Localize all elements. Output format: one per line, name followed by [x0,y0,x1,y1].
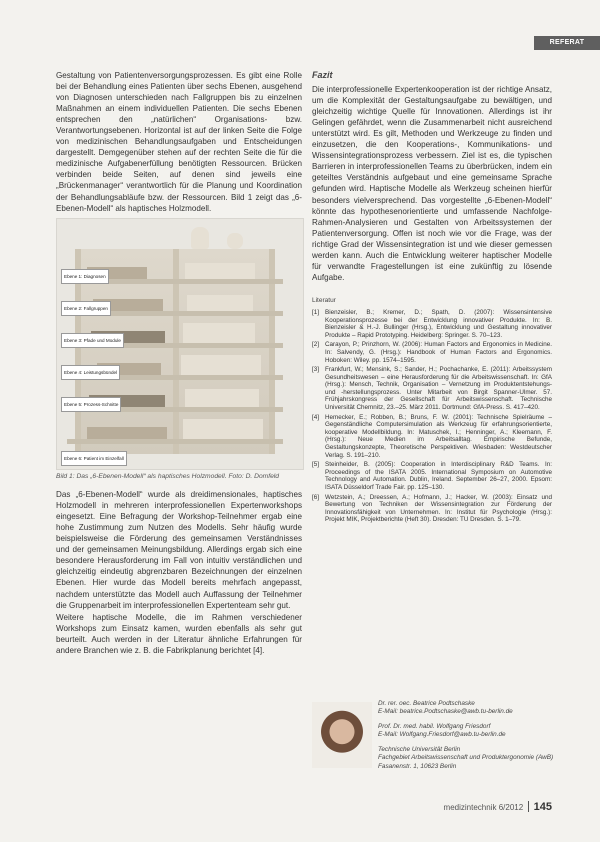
author-line: Dr. rer. oec. Beatrice Podtschaske [378,700,475,707]
author-line: Technische Universität Berlin [378,746,461,754]
figure-label: Ebene 3: Pfade und Module [61,333,124,348]
figure-label: Ebene 1: Diagnosen [61,269,109,284]
left-paragraph-2: Das „6-Ebenen-Modell“ wurde als dreidimensionales, haptisches Holzmodell in mehreren interprofessionellen Expertenworkshops eingesetzt. Eine Befragung der Workshop-Teilnehmer ergab eine hohe Zustimmung zum Nutzen des Modells. Sehr häufig wurde beispielsweise die Förderung des gemeinsamen Verständnisses und der gemeinsamen Meinungsbildung. Allerdings ergab sich eine besondere Herausforderung im Fall von intuitiv verständlichen und gleichzeitig eindeutig abgrenzbaren Bezeichnungen der einzelnen Ebenen. Hier wurde das Modell bereits mehrfach angepasst, nachdem unterstützte das Modell auch Auffassung der Teilnehmer die Gruppenarbeit im interprofessionellen Expertenteam sehr gut. [56,490,302,610]
reference-item: [2] Carayon, P.; Prinzhorn, W. (2006): Human Factors and Ergonomics in Medicine. In: Salvendy, G. (Hrsg.): Handbook of Human Factors and Ergonomics. Hoboken: Wiley. pp. 1574–1595. [312,341,552,364]
figure-label: Ebene 5: Prozess-Schnitte [61,397,121,412]
journal-issue: 6/2012 [498,803,524,812]
author-line: Prof. Dr. med. habil. Wolfgang Friesdorf [378,723,491,731]
left-paragraph-1: Gestaltung von Patientenversorgungsprozessen. Es gibt eine Rolle bei der Behandlung eines Patienten über sechs Ebenen, ausgehend von Diagnosen unterschieden nach Fallgruppen bis zu einzelnen Maßnahmen an einem individuellen Patienten. Die sechs Ebenen entsprechen den „natürlichen“ Organisations- bzw. Verantwortungsebenen. Horizontal ist auf der linken Seite die Folge von medizinischen Behandlungsaufgaben und Entscheidungen dargestellt. Demgegenüber stehen auf der rechten Seite die für die medizinische Aufgabenerfüllung benötigten Ressourcen. Brücken verbinden beide Seiten, auf denen sind jeweils eine „Brückenmanager“ verantwortlich für die Planung und Koordination der Behandlungsabläufe bzw. der Ressourcen. Bild 1 zeigt das „6-Ebenen-Modell“ als haptisches Holzmodell. [56,71,302,213]
literature-heading: Literatur [312,296,336,304]
model-block [185,263,255,279]
author-line: Fachgebiet Arbeitswissenschaft und Produktergonomie (AwB) [378,754,554,762]
fazit-paragraph: Die interprofessionelle Expertenkooperation ist der richtige Ansatz, um die Komplexität der Gestaltungsaufgabe zu bewältigen, und gleichzeitig wichtige Quelle für Innovationen. Allerdings ist ihr Gelingen gefährdet, wenn die Zusammenarbeit nicht ausreichend unterstützt wird. Es gilt, Methoden und Werkzeuge zu finden und einzusetzen, die den Kooperations-, Kommunikations- und Wissensintegrationsprozess verbessern. Ziel ist es, die typischen Barrieren in interprofessionellen Teams zu überbrücken, indem ein geteiltes Verständnis aufgebaut und eine gemeinsame Sprache gefunden wird. Haptische Modelle als Werkzeug scheinen hierfür besonders vielversprechend. Das vorgestellte „6-Ebenen-Modell“ könnte das hypothesenorientierte und umfassende Nachfolge-Rahmen-Analysieren und Gestalten von Arbeitssystemen der Patientenversorgung. Offen ist noch wie vor die Frage, was der richtige Grad der Wissensintegration ist und wie dieser gemessen werden kann. Auch die Entwicklung weiterer haptischer Modelle für verwandte Fragestellungen ist eine zukünftig zu lösende Aufgabe. [312,85,552,282]
figure-caption: Bild 1: Das „6-Ebenen-Modell“ als haptisches Holzmodell. Foto: D. Domfeld [56,472,280,480]
model-block [187,295,253,311]
reference-item: [6] Wetzstein, A.; Dreessen, A.; Hofmann, J.; Hacker, W. (2003): Einsatz und Bewertung von Techniken der Wissensintegration zur Förderung der Innovationsfähigkeit von Unternehmen. In: Institut für Psychologie (Hrsg.): Projekt MIK, Projektberichte (Heft 30). Dresden: TU Dresden. S. 1–79. [312,493,552,524]
shelf-level-6 [67,439,283,444]
left-paragraph-3: Weitere haptische Modelle, die im Rahmen verschiedener Workshops zum Einsatz kamen, wurden ebenfalls als sehr gut beurteilt. Auch werden in der Literatur ähnliche Erfahrungen für andere Branchen wie z. B. die Fabrikplanung berichtet [4]. [56,612,302,655]
figurine [191,227,209,249]
model-block [181,355,261,375]
figurine [227,233,243,249]
right-column [312,70,552,526]
figure-label: Ebene 4: Leistungsbündel [61,365,120,380]
author-line: Fasanenstr. 1, 10623 Berlin [378,762,457,770]
reference-item: [5] Steinheider, B. (2005): Cooperation in Interdisciplinary R&D Teams. In: Proceedings of the ISATA 2005. International Symposium on Automotive Technology and Automation. Dublin, Ireland. September 26–27, 2000. Epsom: ISATA Düsseldorf Trade Fair. pp. 125–130. [312,461,552,491]
figure-label: Ebene 2: Fallgruppen [61,301,111,316]
page-number: 145 [533,801,552,813]
page-footer [444,801,552,813]
model-block [185,389,259,407]
model-block [183,323,255,343]
reference-item: [3] Frankfurt, W.; Mensink, S.; Sander, H.; Pochachanke, E. (2011): Arbeitssystem Gesundheitswesen – eine Herausforderung für die Arbeitswissenschaft. In: GfA (Hrsg.): Mensch, Technik, Organisation – Vernetzung im Produktentstehungs- und -herstellungsprozess. Unter Mitarbeit von Birgit Spanner-Ulmer. 57. Frühjahrskongress der Gesellschaft für Arbeitswissenschaft. Technische Universität Chemnitz, 23.–25. März 2011. Dortmund: GfA-Press. S. 417–420. [312,366,552,412]
author-email[interactable]: E-Mail: beatrice.Podtschaske@awb.tu-berlin.de [378,708,513,716]
figure-label: Ebene 6: Patient im Einzelfall [61,451,127,466]
reference-list [312,309,552,524]
section-tab: REFERAT [534,36,600,50]
left-column [56,70,302,656]
footer-divider [528,801,529,812]
model-block [87,427,167,439]
section-heading-fazit: Fazit [312,70,333,80]
journal-name: medizintechnik [443,803,497,812]
model-block [183,419,263,439]
figure-wooden-model [56,218,304,470]
reference-item: [1] Bienzeisler, B.; Kremer, D.; Spath, D. (2007): Wissensintensive Kooperationsprozesse bei der Entwicklung innovativer Produkte. In: B. Bienzeisler & H.-J. Bullinger (Hrsg.), Entwicklung und Gestaltung innovativer Produkte – Rapid Prototyping. Heidelberg: Springer. S. 70–123. [312,308,552,339]
reference-item: [4] Hemecker, E.; Robben, B.; Bruns, F. W. (2001): Technische Spielräume – Gegenständliche Computersimulation als Werkzeug für erfahrungsorientierte, kooperative Modellbildung. In: Matuschek, I.; Henninger, A.; Kleemann, F. (Hrsg.): Neue Medien im Arbeitsalltag. Empirische Befunde, Gestaltungskonzepte, Theoretische Perspektiven. Wiesbaden: Westdeutscher Verlag. S. 191–210. [312,413,552,459]
author-email[interactable]: E-Mail: Wolfgang.Friesdorf@awb.tu-berlin.de [378,731,506,739]
author-photo [312,702,372,768]
author-contact [378,700,552,771]
author-box [312,700,552,800]
